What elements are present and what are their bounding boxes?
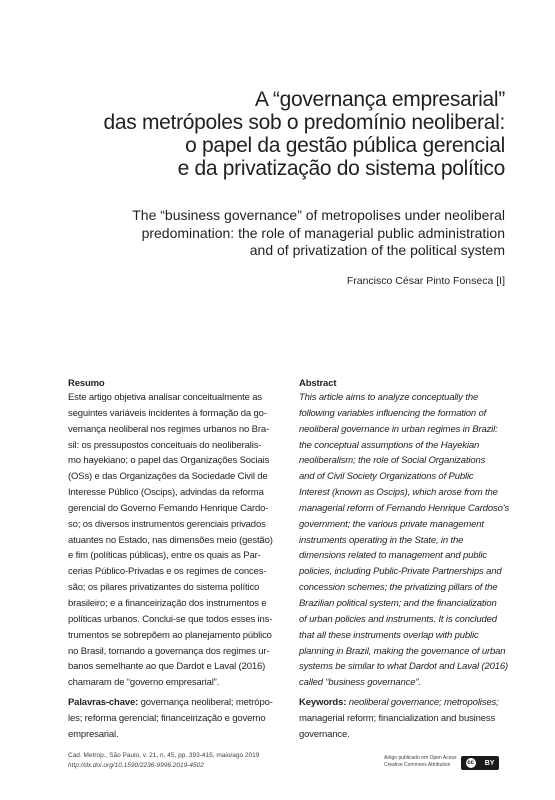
body-line: Brazilian political system; and the financialization [299, 597, 497, 609]
keywords-text: les; reforma gerencial; financeirização e governo [68, 712, 266, 724]
body-line: government; the various private management [299, 518, 484, 530]
body-line: sil: os pressupostos conceituais do neoliberalis- [68, 439, 262, 451]
author-name: Francisco César Pinto Fonseca [I] [346, 275, 505, 287]
body-line: managerial reform of Fernando Henrique Cardoso's [299, 502, 510, 514]
body-line: vernança neoliberal nos regimes urbanos no Bra- [68, 423, 270, 435]
body-line: atuantes no Estado, nas dimensões meio (gestão) [68, 534, 273, 546]
resumo-column [68, 378, 278, 743]
keywords-text: governança neoliberal; metrópo- [138, 697, 273, 709]
body-line: Interesse Público (Oscips), advindas da reforma [68, 487, 264, 499]
title-line: A “governança empresarial” [254, 88, 505, 111]
body-line: This article aims to analyze conceptually the [299, 392, 479, 403]
body-line: planning in Brazil, making the governance of urban [299, 645, 506, 657]
body-line: banos semelhante ao que Dardot e Laval (2016) [68, 661, 266, 673]
cc-icon: cc [467, 760, 474, 766]
body-line: so; os diversos instrumentos gerenciais privados [68, 518, 266, 530]
body-line: brasileiro; e a financeirização dos instrumentos e [68, 597, 267, 609]
keywords-label: Keywords: [299, 697, 347, 709]
body-line: the conceptual assumptions of the Hayekian [299, 439, 480, 451]
body-line: of urban policies and instruments. It is concluded [299, 613, 497, 625]
body-line: that all these instruments overlap with public [299, 629, 479, 641]
resumo-body [68, 390, 278, 691]
body-line: instruments operating in the State, in the [299, 534, 464, 546]
article-title [35, 88, 505, 180]
body-line: Interest (known as Oscips), which arose from the [299, 487, 498, 499]
title-line: o papel da gestão pública gerencial [185, 134, 505, 157]
body-line: neoliberalism; the role of Social Organizations [299, 455, 486, 467]
subtitle-line: predomination: the role of managerial public administration [141, 224, 505, 241]
body-line: systems be similar to what Dardot and Laval (2016) [299, 661, 508, 673]
subtitle-line: The “business governance” of metropolises under neoliberal [132, 207, 505, 223]
abstract-heading: Abstract [299, 378, 337, 389]
keywords [299, 695, 509, 743]
keywords-text: empresarial. [68, 728, 119, 740]
resumo-heading: Resumo [68, 378, 105, 389]
body-line: concession schemes; the privatizing pillars of the [299, 582, 498, 594]
license-line: Creative Commons Attribution [384, 762, 451, 768]
cc-by-badge[interactable] [461, 756, 499, 770]
body-line: no Brasil, tornando a governança dos regimes ur- [68, 645, 270, 657]
by-icon: BY [484, 759, 495, 767]
body-line: (OSs) e das Organizações da Sociedade Civil de [68, 471, 268, 483]
body-line: dimensions related to management and public [299, 550, 487, 562]
body-line: chamaram de “governo empresarial”. [68, 677, 220, 689]
title-line: e da privatização do sistema político [177, 157, 505, 180]
license-note [384, 755, 457, 769]
citation: Cad. Metrop., São Paulo, v. 21, n. 45, pp. 393-415, maio/ago 2019 [68, 752, 260, 759]
palavras-chave [68, 695, 278, 743]
citation-footer [68, 751, 259, 771]
subtitle-line: and of privatization of the political system [249, 242, 505, 258]
body-line: políticas urbanos. Conclui-se que todos esses ins- [68, 613, 273, 625]
keywords-text: neoliberal governance; metropolises; [346, 697, 499, 709]
body-line: neoliberal governance in urban regimes in Brazil: [299, 423, 498, 435]
keywords-text: governance. [299, 728, 350, 740]
english-title [35, 207, 505, 260]
body-line: trumentos se sobrepõem ao planejamento público [68, 629, 272, 641]
body-line: gerencial do Governo Fernando Henrique Cardo- [68, 502, 269, 514]
doi-link[interactable]: http://dx.doi.org/10.1590/2236-9996.2019-4502 [68, 762, 204, 769]
body-line: and of Civil Society Organizations of Public [299, 471, 474, 483]
body-line: cerias Público-Privadas e os regimes de conces- [68, 566, 267, 578]
title-line: das metrópoles sob o predomínio neoliberal: [103, 111, 505, 134]
body-line: called “business governance”. [299, 677, 421, 689]
abstract-column [299, 378, 509, 743]
keywords-label: Palavras-chave: [68, 697, 139, 709]
body-line: policies, including Public-Private Partnerships and [299, 566, 502, 578]
abstract-body [299, 390, 509, 691]
body-line: mo hayekiano; o papel das Organizações Sociais [68, 455, 270, 467]
body-line: são; os pilares privatizantes do sistema político [68, 582, 260, 594]
body-line: e fim (políticas públicas), entre os quais as Par- [68, 550, 261, 562]
body-line: Este artigo objetiva analisar conceitualmente as [68, 392, 262, 403]
license-line: Artigo publicado em Open Acess [384, 755, 457, 761]
body-line: following variables influencing the formation of [299, 407, 487, 419]
keywords-text: managerial reform; financialization and business [299, 712, 496, 724]
body-line: seguintes variáveis incidentes à formação da go- [68, 407, 267, 419]
